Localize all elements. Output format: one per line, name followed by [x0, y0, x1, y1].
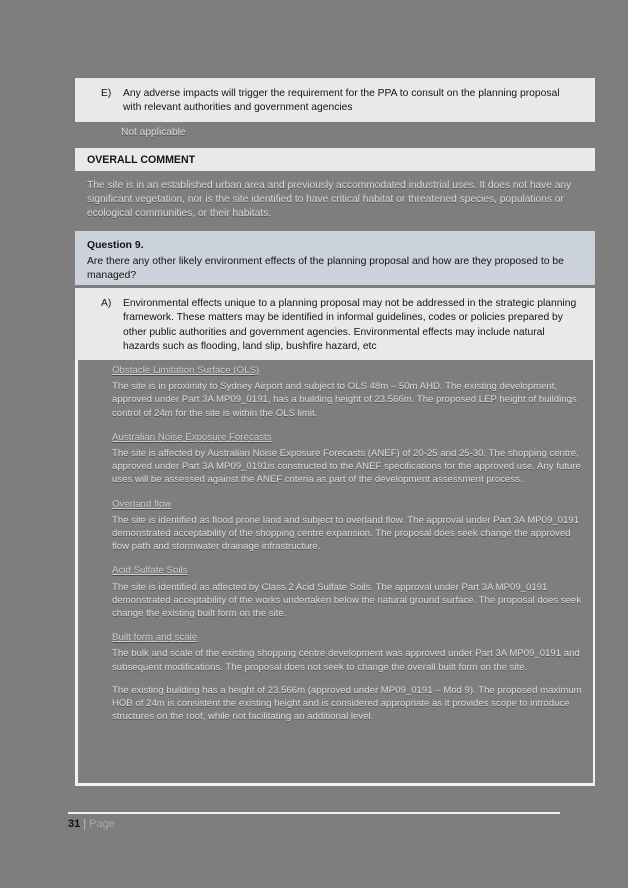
footer-rule [68, 812, 560, 814]
overall-comment-heading: OVERALL COMMENT [87, 154, 196, 166]
section-paragraph-built-form-1: The bulk and scale of the existing shopping centre development was approved under Part 3A MP09_0191 and subsequent modifications. The proposal does not seek to change the overall built form on the site. [112, 648, 580, 673]
section-paragraph-overland-flow-1: The site is identified as flood prone land and subject to overland flow. The approval under Part 3A MP09_0191 demonstrated acceptability of the shopping centre expansion. The proposal does seek change the approved flow path and stormwater drainage infrastructure. [112, 514, 580, 553]
section-heading-acid-sulfate-soils: Acid Sulfate Soils [112, 565, 188, 577]
question-9-text: Are there any other likely environment effects of the planning proposal and how are they proposed to be managed? [87, 255, 564, 282]
section-paragraph-acid-sulfate-soils-1: The site is identified as affected by Class 2 Acid Sulfate Soils. The approval under Part 3A MP09_0191 demonstrated acceptability of the works undertaken below the natural ground surface. The proposal does seek change the existing built form on the site. [112, 581, 582, 620]
clause-e-answer-text: Not applicable [121, 127, 186, 138]
commentary-section-anef [112, 431, 587, 487]
section-paragraph-anef-1: The site is affected by Australian Noise Exposure Forecasts (ANEF) of 20-25 and 25-30. The shopping centre, approved under Part 3A MP09_0191is constructed to the ANEF specifications for the approved use. Any future uses will be assessed against the ANEF criteria as part of the development assessment process. [112, 448, 581, 486]
overall-comment-body-row [75, 175, 595, 228]
footer-page-line [68, 818, 560, 830]
overall-comment-text: The site is in an established urban area and previously accommodated industrial uses. It does not have any significant vegetation, nor is the site identified to have critical habitat or threatened species, populations or ecological communities, or their habitats. [87, 180, 572, 220]
question-9-band [75, 231, 595, 285]
clause-e-answer-row [75, 122, 595, 144]
commentary-panel [75, 360, 595, 786]
commentary-section-acid-sulfate-soils [112, 564, 587, 620]
clause-e-text: Any adverse impacts will trigger the requirement for the PPA to consult on the planning proposal with relevant authorities and government agencies [123, 88, 560, 114]
overall-comment-heading-row [75, 148, 595, 171]
page-footer [68, 812, 560, 830]
section-paragraph-ols-1: The site is in proximity to Sydney Airport and subject to OLS 48m – 50m AHD. The existing development, approved under Part 3A MP09_0191, has a building height of 23.566m. The proposed LEP height of buildings control of 24m for the site is within the OLS limit. [112, 381, 577, 419]
section-paragraph-built-form-2: The existing building has a height of 23.566m (approved under MP09_0191 – Mod 9). The proposed maximum HOB of 24m is consistent the existing height and is considered appropriate as it provides scope to introduce structures on the roof, while not facilitating an additional level. [112, 684, 582, 723]
footer-page-label: Page [89, 818, 115, 830]
commentary-section-ols [112, 364, 587, 420]
section-heading-overland-flow: Overland flow [112, 498, 172, 510]
footer-separator: | [83, 818, 87, 830]
commentary-section-overland-flow [112, 498, 587, 554]
section-heading-ols: Obstacle Limitation Surface (OLS) [112, 365, 260, 376]
question-9-number: Question 9. [87, 240, 144, 251]
clause-a-marker: A) [101, 298, 112, 309]
clause-a-row [75, 288, 595, 360]
clause-e-marker: E) [101, 88, 112, 99]
clause-a [87, 297, 583, 355]
footer-page-number: 31 [68, 818, 81, 830]
clause-e-row [75, 78, 595, 126]
section-heading-built-form-and-scale: Built form and scale [112, 632, 198, 644]
clause-e [87, 87, 583, 116]
section-heading-anef: Australian Noise Exposure Forecasts [112, 431, 272, 443]
commentary-section-built-form-and-scale [112, 631, 587, 723]
clause-a-text: Environmental effects unique to a planning proposal may not be addressed in the strategic planning framework. These matters may be identified in informal guidelines, codes or policies prepared by other public authorities and government agencies. Environmental effects may include natural hazards such as flooding, land slip, bushfire hazard, etc [123, 298, 577, 353]
